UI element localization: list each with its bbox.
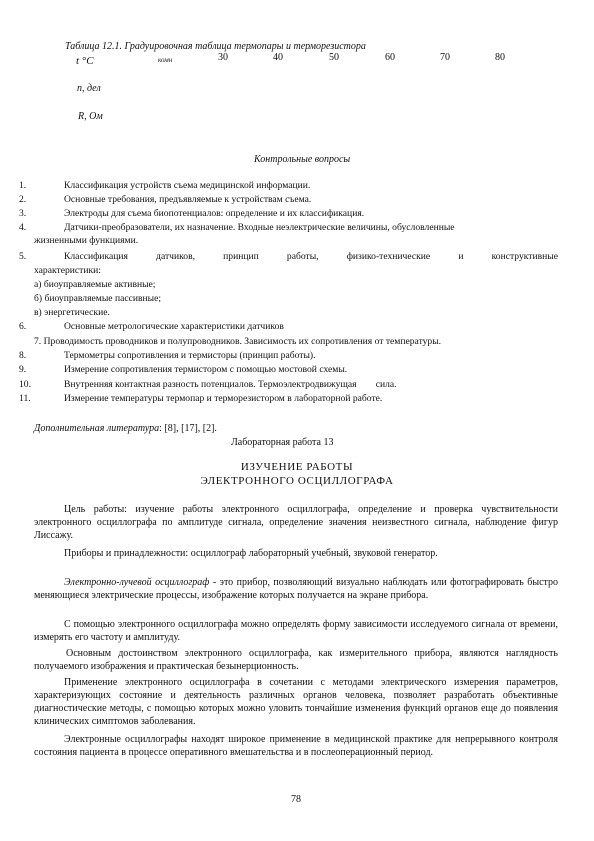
question-6: Основные метрологические характеристики датчиков (64, 321, 284, 332)
additional-literature (34, 422, 217, 435)
q5-number: 5. (19, 251, 27, 262)
question-5-sub-c: в) энергетические. (34, 307, 110, 318)
lab-title: Лабораторная работа 13 (231, 437, 334, 448)
question-1: Классификация устройств съема медицинской информации. (64, 180, 311, 191)
definition-term: Электронно-лучевой осциллограф (64, 577, 210, 588)
temp-col-30: 30 (218, 52, 228, 63)
q9-number: 9. (19, 364, 27, 375)
question-7: 7. Проводимость проводников и полупроводников. Зависимость их сопротивления от температуры. (34, 336, 442, 347)
q6-number: 6. (19, 321, 27, 332)
question-10: Внутренняя контактная разность потенциалов. Термоэлектродвижущая сила. (64, 379, 397, 390)
question-4-line1: Датчики-преобразователи, их назначение. Входные неэлектрические величины, обусловленные (64, 222, 455, 233)
q4-number: 4. (19, 222, 27, 233)
question-5-sub-b: б) биоуправляемые пассивные; (34, 293, 162, 304)
q10-number: 10. (19, 379, 31, 390)
definition-paragraph (34, 576, 558, 602)
temp-col-70: 70 (440, 52, 450, 63)
question-8: Термометры сопротивления и термисторы (принцип работы). (64, 350, 316, 361)
devices-paragraph: Приборы и принадлежности: осциллограф лабораторный учебный, звуковой генератор. (64, 548, 438, 559)
questions-heading: Контрольные вопросы (254, 154, 351, 165)
question-9: Измерение сопротивления термистором с помощью мостовой схемы. (64, 364, 348, 375)
question-4-line2: жизненными функциями. (34, 235, 139, 246)
question-5-sub-a: а) биоуправляемые активные; (34, 279, 156, 290)
lab-heading-line1: ИЗУЧЕНИЕ РАБОТЫ (240, 461, 354, 473)
table-caption: Таблица 12.1. Градуировочная таблица термопары и терморезистора (65, 41, 366, 52)
q3-number: 3. (19, 208, 27, 219)
temp-col-40: 40 (273, 52, 283, 63)
temp-col-80: 80 (495, 52, 505, 63)
paragraph-waveform: С помощью электронного осциллографа можно определять форму зависимости исследуемого сигнала от времени, измерять его частоту и амплитуду. (34, 619, 558, 643)
paragraph-application: Применение электронного осциллографа в сочетании с методами электрического измерения параметров, характеризующих состояние и деятельность различных органов человека, позволяет разработать объективные диагностические методы, с помощью которых можно уловить тончайшие изменения функций органов еще до появления клинических симптомов заболевания. (34, 677, 558, 727)
question-2: Основные требования, предъявляемые к устройствам съема. (64, 194, 312, 205)
goal-paragraph: Цель работы: изучение работы электронного осциллографа, определение и проверка чувствительности электронного осциллографа по амплитуде сигнала, определение значения неизвестного сигнала, наблюдение фигур Лиссажу. (34, 504, 558, 541)
row-resistance-label: R, Ом (78, 111, 103, 122)
question-3: Электроды для съема биопотенциалов: определение и их классификация. (64, 208, 365, 219)
q11-number: 11. (19, 393, 31, 404)
literature-refs: : [8], [17], [2]. (159, 423, 217, 434)
q1-number: 1. (19, 180, 27, 191)
lab-heading-line2: ЭЛЕКТРОННОГО ОСЦИЛЛОГРАФА (200, 475, 394, 487)
question-5-line2: характеристики: (34, 265, 101, 276)
temperature-symbol: t °C (76, 55, 94, 67)
page-number: 78 (291, 794, 301, 805)
q8-number: 8. (19, 350, 27, 361)
q2-number: 2. (19, 194, 27, 205)
paragraph-medical-use: Электронные осциллографы находят широкое применение в медицинской практике для непрерывного контроля состояния пациента в процессе оперативного вмешательства и в послеоперационный период. (34, 734, 558, 758)
question-5-line1: Классификация датчиков, принцип работы, физико-технические и конструктивные (64, 251, 558, 262)
row-divisions-label: n, дел (77, 83, 101, 94)
definition-text: - это прибор, позволяющий визуально наблюдать или фотографировать быстро меняющиеся электрические процессы, изображение которых получается на экране прибора. (34, 577, 558, 601)
temp-col-60: 60 (385, 52, 395, 63)
literature-label: Дополнительная литература (34, 423, 160, 434)
temp-col-50: 50 (329, 52, 339, 63)
paragraph-advantages: Основным достоинством электронного осциллографа, как измерительного прибора, являются наглядность получаемого изображения и практическая безынерционность. (34, 648, 558, 672)
room-temperature-label: комн (158, 56, 173, 64)
question-11: Измерение температуры термопар и терморезистором в лабораторной работе. (64, 393, 383, 404)
